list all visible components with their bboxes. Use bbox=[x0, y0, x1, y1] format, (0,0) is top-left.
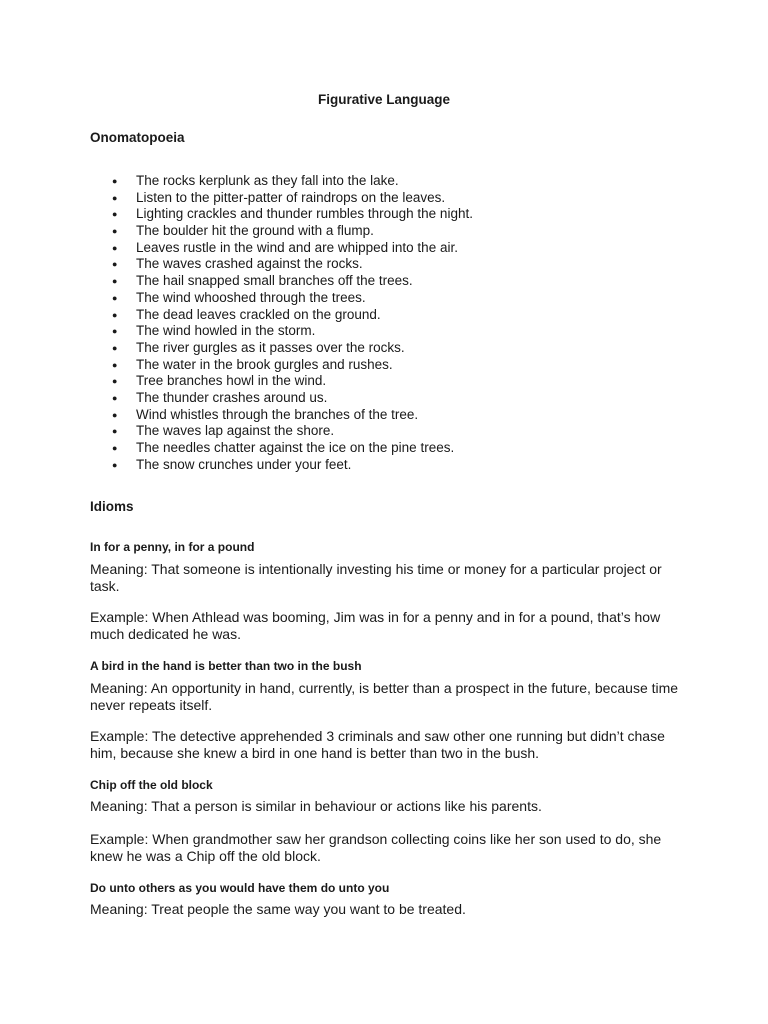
idiom-example: Example: When grandmother saw her grandson collecting coins like her son used to do, she knew he was a Chip off the old block. bbox=[90, 831, 662, 864]
list-item: ● The needles chatter against the ice on the pine trees. bbox=[112, 440, 712, 457]
list-item: ● The waves lap against the shore. bbox=[112, 423, 712, 440]
idiom-title: Do unto others as you would have them do unto you bbox=[90, 881, 390, 895]
list-item: ● The boulder hit the ground with a flump. bbox=[112, 223, 712, 240]
list-item: ● The hail snapped small branches off the trees. bbox=[112, 273, 712, 290]
list-item: ● Wind whistles through the branches of the tree. bbox=[112, 407, 712, 424]
idiom-meaning: Meaning: That a person is similar in behaviour or actions like his parents. bbox=[90, 798, 542, 814]
idiom-example: Example: When Athlead was booming, Jim was in for a penny and in for a pound, that’s how much dedicated he was. bbox=[90, 609, 661, 642]
list-item: ● The wind howled in the storm. bbox=[112, 323, 712, 340]
page-title: Figurative Language bbox=[317, 92, 451, 107]
onomatopoeia-heading: Onomatopoeia bbox=[90, 130, 185, 145]
list-item: ● The snow crunches under your feet. bbox=[112, 457, 712, 474]
list-item: ● The water in the brook gurgles and rushes. bbox=[112, 357, 712, 374]
idiom-meaning: Meaning: An opportunity in hand, currently, is better than a prospect in the future, because time never repeats itself. bbox=[90, 680, 679, 713]
list-item: ● The dead leaves crackled on the ground. bbox=[112, 307, 712, 324]
list-item: ● The waves crashed against the rocks. bbox=[112, 256, 712, 273]
idiom-meaning: Meaning: Treat people the same way you want to be treated. bbox=[90, 901, 466, 917]
onomatopoeia-list bbox=[112, 173, 712, 473]
idiom-meaning: Meaning: That someone is intentionally investing his time or money for a particular project or task. bbox=[90, 561, 662, 594]
list-item: ● Leaves rustle in the wind and are whipped into the air. bbox=[112, 240, 712, 257]
idiom-title: A bird in the hand is better than two in the bush bbox=[90, 659, 362, 673]
list-item: ● The thunder crashes around us. bbox=[112, 390, 712, 407]
list-item: ● The river gurgles as it passes over the rocks. bbox=[112, 340, 712, 357]
list-item: ● Listen to the pitter-patter of raindrops on the leaves. bbox=[112, 190, 712, 207]
idiom-title: Chip off the old block bbox=[90, 778, 213, 792]
idiom-example: Example: The detective apprehended 3 criminals and saw other one running but didn’t chase him, because she knew a bird in one hand is better than two in the bush. bbox=[90, 728, 665, 761]
idiom-title: In for a penny, in for a pound bbox=[90, 540, 255, 554]
list-item: ● Tree branches howl in the wind. bbox=[112, 373, 712, 390]
list-item: ● The rocks kerplunk as they fall into the lake. bbox=[112, 173, 712, 190]
list-item: ● The wind whooshed through the trees. bbox=[112, 290, 712, 307]
list-item: ● Lighting crackles and thunder rumbles through the night. bbox=[112, 206, 712, 223]
idioms-heading: Idioms bbox=[90, 499, 134, 514]
